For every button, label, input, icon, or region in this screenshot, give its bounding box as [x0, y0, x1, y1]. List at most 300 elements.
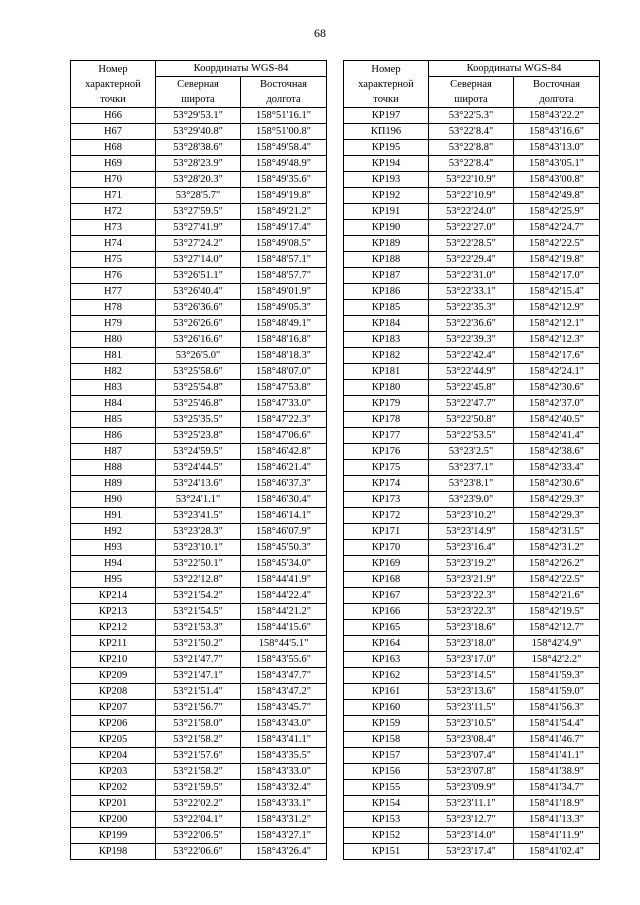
table-row [344, 652, 600, 668]
point-id-cell: Н84 [71, 396, 156, 412]
point-id-cell: КР161 [344, 684, 429, 700]
longitude-cell: 158°42'25.9" [514, 204, 600, 220]
point-id-cell: Н90 [71, 492, 156, 508]
longitude-cell: 158°43'13.0" [514, 140, 600, 156]
latitude-cell: 53°23'17.0" [429, 652, 514, 668]
longitude-cell: 158°43'00.8" [514, 172, 600, 188]
table-row [344, 268, 600, 284]
table-row [71, 284, 327, 300]
point-id-cell: КР201 [71, 796, 156, 812]
table-row [71, 796, 327, 812]
longitude-cell: 158°42'24.7" [514, 220, 600, 236]
table-row [344, 668, 600, 684]
latitude-cell: 53°22'50.1" [156, 556, 241, 572]
longitude-cell: 158°41'38.9" [514, 764, 600, 780]
longitude-cell: 158°42'49.8" [514, 188, 600, 204]
table-row [71, 748, 327, 764]
longitude-cell: 158°49'17.4" [241, 220, 327, 236]
longitude-cell: 158°42'12.3" [514, 332, 600, 348]
longitude-cell: 158°42'30.6" [514, 476, 600, 492]
point-id-cell: Н89 [71, 476, 156, 492]
latitude-cell: 53°26'5.0" [156, 348, 241, 364]
table-row [344, 140, 600, 156]
point-id-cell: КР212 [71, 620, 156, 636]
point-id-cell: КР198 [71, 844, 156, 860]
latitude-cell: 53°29'53.1" [156, 108, 241, 124]
longitude-cell: 158°44'22.4" [241, 588, 327, 604]
longitude-cell: 158°44'41.9" [241, 572, 327, 588]
latitude-cell: 53°23'11.1" [429, 796, 514, 812]
latitude-cell: 53°28'38.6" [156, 140, 241, 156]
longitude-cell: 158°48'57.7" [241, 268, 327, 284]
table-row [71, 604, 327, 620]
longitude-cell: 158°47'22.3" [241, 412, 327, 428]
longitude-cell: 158°41'59.3" [514, 668, 600, 684]
latitude-cell: 53°23'17.4" [429, 844, 514, 860]
table-row [344, 124, 600, 140]
table-row [344, 172, 600, 188]
header-longitude: Восточная долгота [241, 77, 327, 108]
table-row [71, 204, 327, 220]
point-id-cell: Н71 [71, 188, 156, 204]
longitude-cell: 158°41'54.4" [514, 716, 600, 732]
longitude-cell: 158°49'19.8" [241, 188, 327, 204]
point-id-cell: Н87 [71, 444, 156, 460]
point-id-cell: Н88 [71, 460, 156, 476]
longitude-cell: 158°42'19.8" [514, 252, 600, 268]
table-row [344, 380, 600, 396]
point-id-cell: Н69 [71, 156, 156, 172]
point-id-cell: КП196 [344, 124, 429, 140]
longitude-cell: 158°49'58.4" [241, 140, 327, 156]
point-id-cell: Н73 [71, 220, 156, 236]
longitude-cell: 158°47'53.8" [241, 380, 327, 396]
longitude-cell: 158°45'34.0" [241, 556, 327, 572]
longitude-cell: 158°43'26.4" [241, 844, 327, 860]
table-row [344, 748, 600, 764]
longitude-cell: 158°42'17.6" [514, 348, 600, 364]
table-row [344, 508, 600, 524]
latitude-cell: 53°21'57.6" [156, 748, 241, 764]
latitude-cell: 53°23'14.9" [429, 524, 514, 540]
table-row [71, 252, 327, 268]
longitude-cell: 158°42'29.3" [514, 492, 600, 508]
table-row [71, 332, 327, 348]
latitude-cell: 53°21'53.3" [156, 620, 241, 636]
table-row [344, 716, 600, 732]
table-row [344, 204, 600, 220]
latitude-cell: 53°23'10.5" [429, 716, 514, 732]
latitude-cell: 53°22'29.4" [429, 252, 514, 268]
latitude-cell: 53°29'40.8" [156, 124, 241, 140]
latitude-cell: 53°23'2.5" [429, 444, 514, 460]
table-row [344, 316, 600, 332]
point-id-cell: КР177 [344, 428, 429, 444]
point-id-cell: КР206 [71, 716, 156, 732]
point-id-cell: Н79 [71, 316, 156, 332]
longitude-cell: 158°43'33.1" [241, 796, 327, 812]
table-row [71, 716, 327, 732]
point-id-cell: Н67 [71, 124, 156, 140]
point-id-cell: КР208 [71, 684, 156, 700]
coordinates-table-left [70, 60, 327, 860]
latitude-cell: 53°23'11.5" [429, 700, 514, 716]
latitude-cell: 53°23'07.4" [429, 748, 514, 764]
latitude-cell: 53°21'58.2" [156, 732, 241, 748]
longitude-cell: 158°43'35.5" [241, 748, 327, 764]
latitude-cell: 53°26'26.6" [156, 316, 241, 332]
table-row [344, 492, 600, 508]
table-row [71, 124, 327, 140]
latitude-cell: 53°22'10.9" [429, 172, 514, 188]
point-id-cell: Н82 [71, 364, 156, 380]
longitude-cell: 158°42'24.1" [514, 364, 600, 380]
longitude-cell: 158°42'40.5" [514, 412, 600, 428]
latitude-cell: 53°21'58.0" [156, 716, 241, 732]
longitude-cell: 158°46'30.4" [241, 492, 327, 508]
latitude-cell: 53°22'47.7" [429, 396, 514, 412]
point-id-cell: КР180 [344, 380, 429, 396]
longitude-cell: 158°43'31.2" [241, 812, 327, 828]
longitude-cell: 158°42'31.2" [514, 540, 600, 556]
table-row [344, 700, 600, 716]
point-id-cell: КР160 [344, 700, 429, 716]
latitude-cell: 53°23'12.7" [429, 812, 514, 828]
latitude-cell: 53°25'54.8" [156, 380, 241, 396]
table-row [344, 188, 600, 204]
table-row [71, 156, 327, 172]
table-row [344, 412, 600, 428]
latitude-cell: 53°24'13.6" [156, 476, 241, 492]
latitude-cell: 53°23'14.0" [429, 828, 514, 844]
table-row [344, 236, 600, 252]
table-row [344, 812, 600, 828]
latitude-cell: 53°22'44.9" [429, 364, 514, 380]
table-row [344, 476, 600, 492]
latitude-cell: 53°23'8.1" [429, 476, 514, 492]
table-row [344, 220, 600, 236]
point-id-cell: КР191 [344, 204, 429, 220]
point-id-cell: КР210 [71, 652, 156, 668]
table-row [71, 236, 327, 252]
longitude-cell: 158°49'21.2" [241, 204, 327, 220]
point-id-cell: Н74 [71, 236, 156, 252]
longitude-cell: 158°46'21.4" [241, 460, 327, 476]
longitude-cell: 158°42'33.4" [514, 460, 600, 476]
point-id-cell: КР164 [344, 636, 429, 652]
latitude-cell: 53°26'16.6" [156, 332, 241, 348]
longitude-cell: 158°46'07.9" [241, 524, 327, 540]
latitude-cell: 53°24'1.1" [156, 492, 241, 508]
point-id-cell: КР155 [344, 780, 429, 796]
point-id-cell: КР199 [71, 828, 156, 844]
longitude-cell: 158°42'38.6" [514, 444, 600, 460]
latitude-cell: 53°22'27.0" [429, 220, 514, 236]
latitude-cell: 53°21'56.7" [156, 700, 241, 716]
longitude-cell: 158°51'00.8" [241, 124, 327, 140]
table-row [344, 796, 600, 812]
latitude-cell: 53°22'45.8" [429, 380, 514, 396]
point-id-cell: КР165 [344, 620, 429, 636]
point-id-cell: КР202 [71, 780, 156, 796]
table-row [71, 188, 327, 204]
point-id-cell: КР172 [344, 508, 429, 524]
point-id-cell: Н78 [71, 300, 156, 316]
latitude-cell: 53°27'14.0" [156, 252, 241, 268]
point-id-cell: КР159 [344, 716, 429, 732]
table-row [71, 172, 327, 188]
longitude-cell: 158°41'02.4" [514, 844, 600, 860]
latitude-cell: 53°21'54.5" [156, 604, 241, 620]
point-id-cell: КР187 [344, 268, 429, 284]
latitude-cell: 53°23'22.3" [429, 604, 514, 620]
point-id-cell: Н72 [71, 204, 156, 220]
point-id-cell: КР195 [344, 140, 429, 156]
point-id-cell: КР154 [344, 796, 429, 812]
point-id-cell: КР214 [71, 588, 156, 604]
latitude-cell: 53°26'40.4" [156, 284, 241, 300]
longitude-cell: 158°42'15.4" [514, 284, 600, 300]
latitude-cell: 53°22'36.6" [429, 316, 514, 332]
longitude-cell: 158°42'12.9" [514, 300, 600, 316]
point-id-cell: КР200 [71, 812, 156, 828]
table-row [344, 620, 600, 636]
longitude-cell: 158°42'17.0" [514, 268, 600, 284]
point-id-cell: КР211 [71, 636, 156, 652]
latitude-cell: 53°21'47.1" [156, 668, 241, 684]
latitude-cell: 53°26'36.6" [156, 300, 241, 316]
latitude-cell: 53°22'8.8" [429, 140, 514, 156]
point-id-cell: КР203 [71, 764, 156, 780]
point-id-cell: КР185 [344, 300, 429, 316]
point-id-cell: КР178 [344, 412, 429, 428]
point-id-cell: Н77 [71, 284, 156, 300]
point-id-cell: КР182 [344, 348, 429, 364]
point-id-cell: КР169 [344, 556, 429, 572]
latitude-cell: 53°22'8.4" [429, 124, 514, 140]
table-row [344, 572, 600, 588]
table-row [344, 588, 600, 604]
latitude-cell: 53°22'50.8" [429, 412, 514, 428]
point-id-cell: КР188 [344, 252, 429, 268]
longitude-cell: 158°48'07.0" [241, 364, 327, 380]
point-id-cell: КР184 [344, 316, 429, 332]
table-row [71, 412, 327, 428]
longitude-cell: 158°42'31.5" [514, 524, 600, 540]
latitude-cell: 53°23'10.2" [429, 508, 514, 524]
table-row [71, 508, 327, 524]
longitude-cell: 158°43'05.1" [514, 156, 600, 172]
header-point-number: Номер характерной точки [344, 61, 429, 108]
latitude-cell: 53°25'35.5" [156, 412, 241, 428]
table-row [344, 684, 600, 700]
latitude-cell: 53°25'46.8" [156, 396, 241, 412]
longitude-cell: 158°49'08.5" [241, 236, 327, 252]
latitude-cell: 53°22'35.3" [429, 300, 514, 316]
latitude-cell: 53°28'5.7" [156, 188, 241, 204]
latitude-cell: 53°23'18.0" [429, 636, 514, 652]
latitude-cell: 53°22'8.4" [429, 156, 514, 172]
table-row [71, 812, 327, 828]
header-coords-group: Координаты WGS-84 [156, 61, 327, 77]
longitude-cell: 158°43'32.4" [241, 780, 327, 796]
longitude-cell: 158°46'14.1" [241, 508, 327, 524]
point-id-cell: КР171 [344, 524, 429, 540]
longitude-cell: 158°43'33.0" [241, 764, 327, 780]
point-id-cell: КР179 [344, 396, 429, 412]
table-row [344, 348, 600, 364]
latitude-cell: 53°27'59.5" [156, 204, 241, 220]
longitude-cell: 158°43'41.1" [241, 732, 327, 748]
longitude-cell: 158°43'55.6" [241, 652, 327, 668]
latitude-cell: 53°22'39.3" [429, 332, 514, 348]
point-id-cell: Н66 [71, 108, 156, 124]
longitude-cell: 158°48'49.1" [241, 316, 327, 332]
table-row [71, 844, 327, 860]
table-row [71, 140, 327, 156]
table-row [344, 444, 600, 460]
point-id-cell: КР156 [344, 764, 429, 780]
longitude-cell: 158°43'22.2" [514, 108, 600, 124]
table-row [71, 684, 327, 700]
table-row [71, 524, 327, 540]
table-row [71, 556, 327, 572]
point-id-cell: КР174 [344, 476, 429, 492]
latitude-cell: 53°22'5.3" [429, 108, 514, 124]
latitude-cell: 53°24'59.5" [156, 444, 241, 460]
latitude-cell: 53°21'58.2" [156, 764, 241, 780]
latitude-cell: 53°23'22.3" [429, 588, 514, 604]
latitude-cell: 53°22'10.9" [429, 188, 514, 204]
coordinates-table-right [343, 60, 600, 860]
point-id-cell: КР190 [344, 220, 429, 236]
longitude-cell: 158°43'43.0" [241, 716, 327, 732]
table-row [71, 476, 327, 492]
table-row [71, 380, 327, 396]
longitude-cell: 158°51'16.1" [241, 108, 327, 124]
longitude-cell: 158°43'45.7" [241, 700, 327, 716]
point-id-cell: Н92 [71, 524, 156, 540]
table-body-right [344, 108, 600, 860]
longitude-cell: 158°42'22.5" [514, 572, 600, 588]
latitude-cell: 53°22'24.0" [429, 204, 514, 220]
table-row [71, 348, 327, 364]
longitude-cell: 158°42'41.4" [514, 428, 600, 444]
longitude-cell: 158°44'15.6" [241, 620, 327, 636]
point-id-cell: Н85 [71, 412, 156, 428]
point-id-cell: Н80 [71, 332, 156, 348]
table-row [71, 700, 327, 716]
table-row [344, 732, 600, 748]
header-latitude: Северная широта [429, 77, 514, 108]
point-id-cell: Н86 [71, 428, 156, 444]
longitude-cell: 158°41'18.9" [514, 796, 600, 812]
point-id-cell: КР167 [344, 588, 429, 604]
point-id-cell: КР175 [344, 460, 429, 476]
table-row [71, 636, 327, 652]
longitude-cell: 158°41'34.7" [514, 780, 600, 796]
point-id-cell: КР157 [344, 748, 429, 764]
longitude-cell: 158°41'59.0" [514, 684, 600, 700]
longitude-cell: 158°41'13.3" [514, 812, 600, 828]
point-id-cell: КР183 [344, 332, 429, 348]
latitude-cell: 53°21'47.7" [156, 652, 241, 668]
latitude-cell: 53°23'14.5" [429, 668, 514, 684]
latitude-cell: 53°23'10.1" [156, 540, 241, 556]
longitude-cell: 158°44'21.2" [241, 604, 327, 620]
table-row [71, 828, 327, 844]
longitude-cell: 158°42'26.2" [514, 556, 600, 572]
longitude-cell: 158°42'4.9" [514, 636, 600, 652]
table-row [71, 300, 327, 316]
latitude-cell: 53°22'31.0" [429, 268, 514, 284]
latitude-cell: 53°22'33.1" [429, 284, 514, 300]
longitude-cell: 158°41'41.1" [514, 748, 600, 764]
table-row [344, 428, 600, 444]
table-row [71, 668, 327, 684]
point-id-cell: КР170 [344, 540, 429, 556]
latitude-cell: 53°24'44.5" [156, 460, 241, 476]
table-row [344, 844, 600, 860]
table-row [344, 300, 600, 316]
longitude-cell: 158°43'47.2" [241, 684, 327, 700]
longitude-cell: 158°42'29.3" [514, 508, 600, 524]
longitude-cell: 158°49'05.3" [241, 300, 327, 316]
point-id-cell: КР192 [344, 188, 429, 204]
table-row [344, 604, 600, 620]
longitude-cell: 158°42'21.6" [514, 588, 600, 604]
longitude-cell: 158°42'12.7" [514, 620, 600, 636]
latitude-cell: 53°23'07.8" [429, 764, 514, 780]
latitude-cell: 53°22'04.1" [156, 812, 241, 828]
point-id-cell: КР153 [344, 812, 429, 828]
point-id-cell: КР207 [71, 700, 156, 716]
latitude-cell: 53°22'53.5" [429, 428, 514, 444]
table-row [344, 364, 600, 380]
longitude-cell: 158°41'56.3" [514, 700, 600, 716]
longitude-cell: 158°48'16.8" [241, 332, 327, 348]
table-row [71, 588, 327, 604]
longitude-cell: 158°47'06.6" [241, 428, 327, 444]
latitude-cell: 53°23'13.6" [429, 684, 514, 700]
latitude-cell: 53°22'12.8" [156, 572, 241, 588]
header-coords-group: Координаты WGS-84 [429, 61, 600, 77]
point-id-cell: Н83 [71, 380, 156, 396]
table-row [71, 428, 327, 444]
longitude-cell: 158°42'12.1" [514, 316, 600, 332]
latitude-cell: 53°23'16.4" [429, 540, 514, 556]
longitude-cell: 158°45'50.3" [241, 540, 327, 556]
point-id-cell: КР197 [344, 108, 429, 124]
table-row [344, 540, 600, 556]
point-id-cell: КР205 [71, 732, 156, 748]
latitude-cell: 53°21'50.2" [156, 636, 241, 652]
point-id-cell: КР181 [344, 364, 429, 380]
point-id-cell: КР204 [71, 748, 156, 764]
latitude-cell: 53°23'9.0" [429, 492, 514, 508]
table-row [344, 284, 600, 300]
point-id-cell: КР152 [344, 828, 429, 844]
latitude-cell: 53°23'08.4" [429, 732, 514, 748]
latitude-cell: 53°23'18.6" [429, 620, 514, 636]
table-row [71, 764, 327, 780]
table-row [344, 636, 600, 652]
point-id-cell: КР168 [344, 572, 429, 588]
latitude-cell: 53°21'51.4" [156, 684, 241, 700]
longitude-cell: 158°42'2.2" [514, 652, 600, 668]
point-id-cell: КР176 [344, 444, 429, 460]
point-id-cell: КР162 [344, 668, 429, 684]
